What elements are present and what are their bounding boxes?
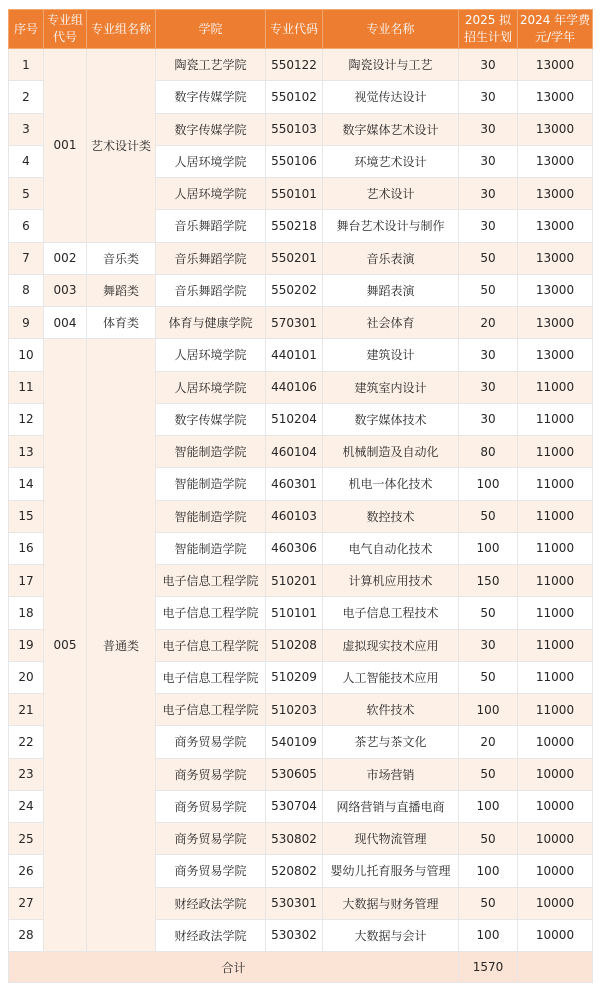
header-seq: 序号 [9,10,44,49]
cell-fee: 11000 [518,403,593,435]
cell-plan: 30 [459,113,518,145]
cell-seq: 24 [9,790,44,822]
cell-college: 人居环境学院 [156,339,266,371]
cell-major-name: 电气自动化技术 [323,532,459,564]
cell-major-code: 550102 [266,81,323,113]
cell-college: 电子信息工程学院 [156,597,266,629]
cell-major-name: 数控技术 [323,500,459,532]
cell-seq: 26 [9,855,44,887]
cell-major-name: 大数据与财务管理 [323,887,459,919]
cell-major-code: 510201 [266,565,323,597]
header-college: 学院 [156,10,266,49]
cell-major-code: 530301 [266,887,323,919]
cell-fee: 13000 [518,210,593,242]
cell-seq: 11 [9,371,44,403]
cell-seq: 28 [9,919,44,951]
cell-seq: 15 [9,500,44,532]
cell-major-code: 550101 [266,178,323,210]
cell-college: 数字传媒学院 [156,403,266,435]
cell-seq: 25 [9,823,44,855]
cell-seq: 1 [9,49,44,81]
cell-college: 音乐舞蹈学院 [156,274,266,306]
cell-seq: 2 [9,81,44,113]
enrollment-plan-table-container [8,9,592,983]
cell-group-name: 艺术设计类 [87,49,156,243]
cell-seq: 14 [9,468,44,500]
cell-major-name: 建筑室内设计 [323,371,459,403]
cell-college: 人居环境学院 [156,145,266,177]
cell-plan: 50 [459,758,518,790]
cell-plan: 100 [459,919,518,951]
cell-major-code: 530302 [266,919,323,951]
table-row [9,49,593,81]
cell-group-code: 001 [44,49,87,243]
cell-plan: 100 [459,532,518,564]
cell-fee: 10000 [518,790,593,822]
cell-fee: 11000 [518,371,593,403]
cell-college: 音乐舞蹈学院 [156,210,266,242]
cell-plan: 30 [459,629,518,661]
cell-fee: 11000 [518,565,593,597]
cell-seq: 8 [9,274,44,306]
cell-major-name: 计算机应用技术 [323,565,459,597]
table-header [9,10,593,49]
cell-fee: 13000 [518,81,593,113]
cell-seq: 10 [9,339,44,371]
cell-fee: 11000 [518,436,593,468]
enrollment-plan-table [8,9,593,983]
cell-college: 财经政法学院 [156,887,266,919]
cell-major-name: 环境艺术设计 [323,145,459,177]
cell-plan: 100 [459,790,518,822]
cell-seq: 9 [9,307,44,339]
cell-plan: 100 [459,855,518,887]
cell-plan: 150 [459,565,518,597]
cell-major-code: 550103 [266,113,323,145]
cell-seq: 19 [9,629,44,661]
cell-college: 商务贸易学院 [156,790,266,822]
cell-major-name: 市场营销 [323,758,459,790]
cell-fee: 13000 [518,274,593,306]
cell-plan: 50 [459,597,518,629]
cell-plan: 20 [459,307,518,339]
cell-seq: 22 [9,726,44,758]
cell-major-name: 网络营销与直播电商 [323,790,459,822]
cell-college: 智能制造学院 [156,436,266,468]
cell-major-code: 520802 [266,855,323,887]
cell-plan: 30 [459,339,518,371]
cell-major-code: 510204 [266,403,323,435]
cell-major-name: 机械制造及自动化 [323,436,459,468]
cell-seq: 12 [9,403,44,435]
cell-fee: 11000 [518,629,593,661]
cell-major-code: 550218 [266,210,323,242]
cell-college: 财经政法学院 [156,919,266,951]
cell-major-name: 机电一体化技术 [323,468,459,500]
cell-major-code: 530802 [266,823,323,855]
table-body [9,49,593,952]
cell-seq: 21 [9,694,44,726]
cell-fee: 11000 [518,661,593,693]
cell-college: 智能制造学院 [156,468,266,500]
cell-fee: 11000 [518,532,593,564]
cell-major-name: 婴幼儿托育服务与管理 [323,855,459,887]
cell-major-code: 550122 [266,49,323,81]
cell-major-code: 550202 [266,274,323,306]
cell-major-code: 460103 [266,500,323,532]
cell-college: 商务贸易学院 [156,855,266,887]
cell-fee: 10000 [518,726,593,758]
cell-major-code: 510101 [266,597,323,629]
cell-major-name: 数字媒体艺术设计 [323,113,459,145]
cell-plan: 50 [459,823,518,855]
cell-plan: 30 [459,210,518,242]
cell-college: 电子信息工程学院 [156,565,266,597]
cell-group-name: 舞蹈类 [87,274,156,306]
cell-major-code: 510209 [266,661,323,693]
cell-major-code: 540109 [266,726,323,758]
cell-major-name: 虚拟现实技术应用 [323,629,459,661]
cell-college: 陶瓷工艺学院 [156,49,266,81]
cell-seq: 6 [9,210,44,242]
total-row [9,952,593,983]
cell-plan: 100 [459,694,518,726]
cell-group-code: 003 [44,274,87,306]
cell-major-code: 530704 [266,790,323,822]
cell-major-code: 460306 [266,532,323,564]
cell-seq: 20 [9,661,44,693]
cell-seq: 23 [9,758,44,790]
cell-college: 商务贸易学院 [156,758,266,790]
cell-plan: 30 [459,371,518,403]
cell-major-name: 人工智能技术应用 [323,661,459,693]
table-row [9,339,593,371]
cell-group-name: 音乐类 [87,242,156,274]
header-group-code: 专业组代号 [44,10,87,49]
header-fee-2024: 2024 年学费元/学年 [518,10,593,49]
cell-college: 数字传媒学院 [156,81,266,113]
cell-major-name: 数字媒体技术 [323,403,459,435]
cell-major-code: 460301 [266,468,323,500]
cell-college: 商务贸易学院 [156,726,266,758]
cell-seq: 13 [9,436,44,468]
header-major-name: 专业名称 [323,10,459,49]
cell-fee: 13000 [518,178,593,210]
cell-fee: 13000 [518,307,593,339]
cell-fee: 13000 [518,113,593,145]
table-footer [9,952,593,983]
cell-college: 体育与健康学院 [156,307,266,339]
cell-group-code: 002 [44,242,87,274]
total-plan: 1570 [459,952,518,983]
cell-college: 人居环境学院 [156,371,266,403]
cell-seq: 27 [9,887,44,919]
cell-major-name: 陶瓷设计与工艺 [323,49,459,81]
cell-seq: 7 [9,242,44,274]
cell-plan: 30 [459,178,518,210]
cell-group-name: 体育类 [87,307,156,339]
cell-college: 电子信息工程学院 [156,629,266,661]
cell-major-code: 440101 [266,339,323,371]
cell-fee: 11000 [518,500,593,532]
cell-plan: 30 [459,403,518,435]
cell-fee: 11000 [518,694,593,726]
cell-plan: 50 [459,242,518,274]
cell-plan: 50 [459,500,518,532]
cell-fee: 11000 [518,468,593,500]
cell-major-name: 现代物流管理 [323,823,459,855]
cell-major-code: 550106 [266,145,323,177]
cell-plan: 100 [459,468,518,500]
cell-college: 数字传媒学院 [156,113,266,145]
cell-plan: 30 [459,81,518,113]
cell-major-name: 茶艺与茶文化 [323,726,459,758]
total-fee-empty [518,952,593,983]
cell-major-code: 460104 [266,436,323,468]
cell-fee: 13000 [518,145,593,177]
cell-fee: 10000 [518,758,593,790]
cell-college: 商务贸易学院 [156,823,266,855]
cell-major-name: 音乐表演 [323,242,459,274]
cell-major-code: 530605 [266,758,323,790]
cell-college: 音乐舞蹈学院 [156,242,266,274]
cell-major-name: 软件技术 [323,694,459,726]
cell-plan: 50 [459,274,518,306]
cell-seq: 18 [9,597,44,629]
header-group-name: 专业组名称 [87,10,156,49]
cell-major-code: 510203 [266,694,323,726]
cell-fee: 13000 [518,49,593,81]
cell-major-name: 建筑设计 [323,339,459,371]
header-plan-2025: 2025 拟招生计划 [459,10,518,49]
cell-seq: 17 [9,565,44,597]
total-label: 合计 [9,952,459,983]
cell-seq: 3 [9,113,44,145]
cell-plan: 80 [459,436,518,468]
cell-major-name: 电子信息工程技术 [323,597,459,629]
cell-seq: 16 [9,532,44,564]
cell-college: 智能制造学院 [156,532,266,564]
cell-major-code: 440106 [266,371,323,403]
cell-fee: 10000 [518,855,593,887]
cell-college: 电子信息工程学院 [156,661,266,693]
cell-seq: 5 [9,178,44,210]
cell-major-name: 大数据与会计 [323,919,459,951]
cell-college: 智能制造学院 [156,500,266,532]
cell-plan: 20 [459,726,518,758]
cell-college: 电子信息工程学院 [156,694,266,726]
table-row [9,307,593,339]
cell-group-name: 普通类 [87,339,156,952]
table-row [9,242,593,274]
cell-fee: 13000 [518,242,593,274]
table-row [9,274,593,306]
cell-fee: 10000 [518,823,593,855]
cell-group-code: 004 [44,307,87,339]
cell-fee: 10000 [518,887,593,919]
cell-plan: 50 [459,887,518,919]
cell-major-code: 510208 [266,629,323,661]
cell-major-name: 舞台艺术设计与制作 [323,210,459,242]
cell-fee: 13000 [518,339,593,371]
cell-plan: 30 [459,145,518,177]
cell-plan: 50 [459,661,518,693]
cell-fee: 11000 [518,597,593,629]
cell-seq: 4 [9,145,44,177]
cell-group-code: 005 [44,339,87,952]
cell-college: 人居环境学院 [156,178,266,210]
cell-major-name: 艺术设计 [323,178,459,210]
cell-major-name: 社会体育 [323,307,459,339]
header-major-code: 专业代码 [266,10,323,49]
cell-major-name: 舞蹈表演 [323,274,459,306]
cell-major-name: 视觉传达设计 [323,81,459,113]
cell-major-code: 570301 [266,307,323,339]
cell-plan: 30 [459,49,518,81]
cell-major-code: 550201 [266,242,323,274]
cell-fee: 10000 [518,919,593,951]
